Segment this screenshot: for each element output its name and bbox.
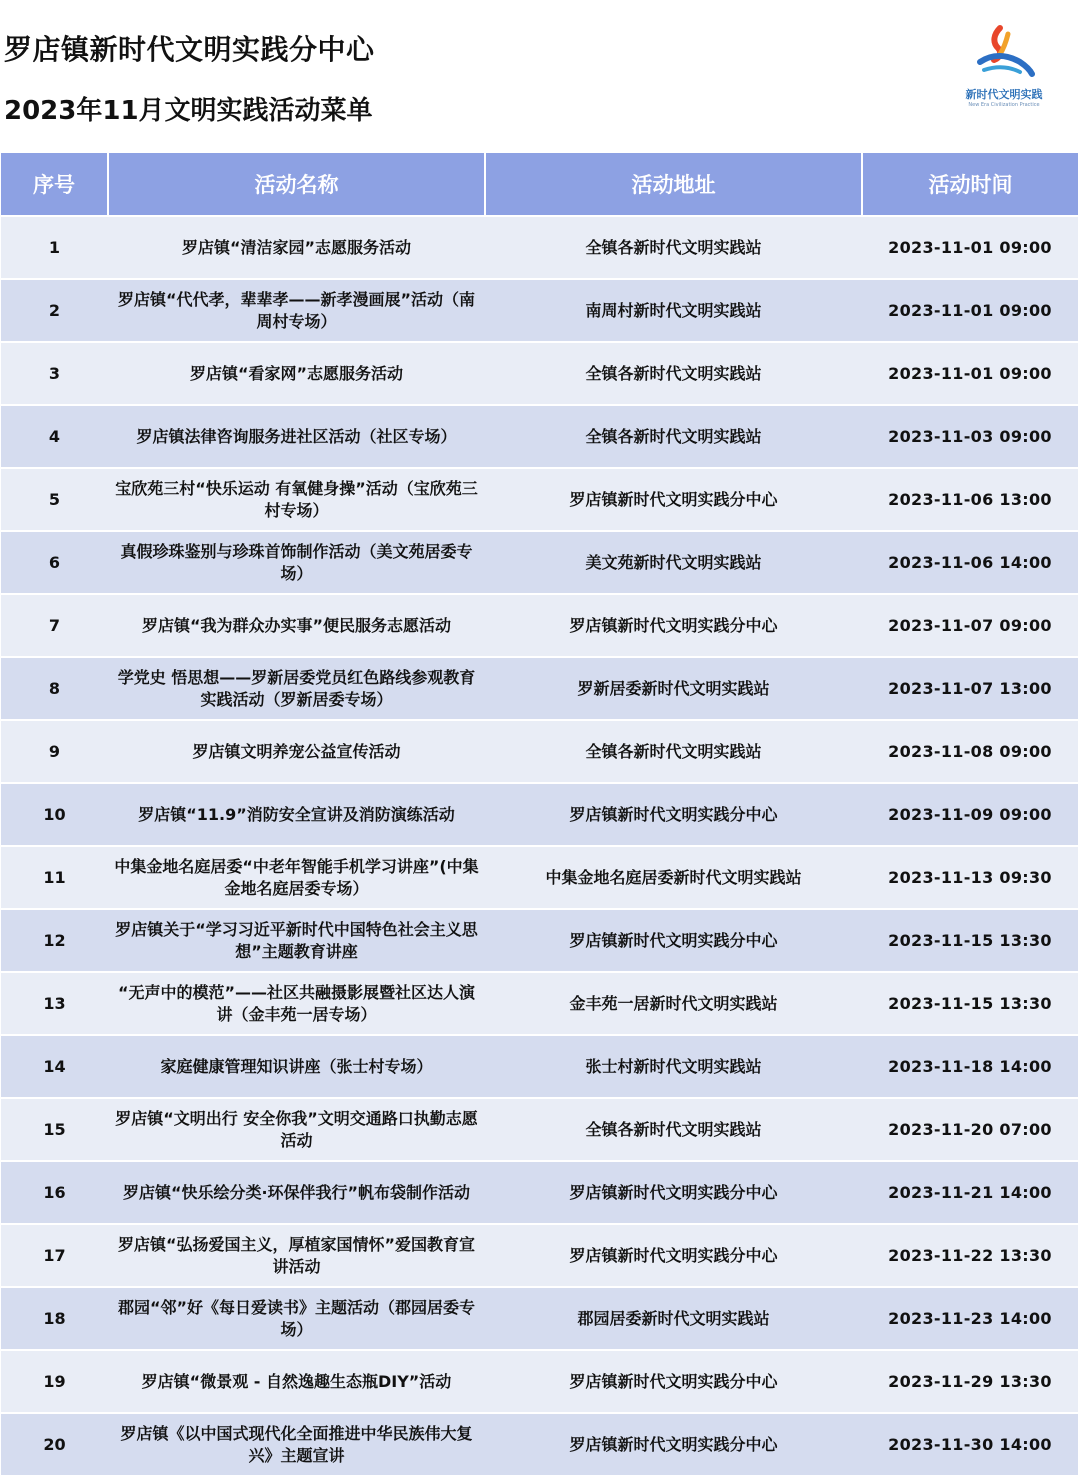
cell-activity-time: 2023-11-29 13:30 (862, 1350, 1078, 1413)
cell-activity-time: 2023-11-15 13:30 (862, 909, 1078, 972)
cell-activity-address: 罗店镇新时代文明实践分中心 (485, 1350, 862, 1413)
cell-activity-address: 罗店镇新时代文明实践分中心 (485, 1224, 862, 1287)
table-row (1, 405, 1078, 468)
cell-activity-address: 罗店镇新时代文明实践分中心 (485, 783, 862, 846)
cell-activity-name: 家庭健康管理知识讲座（张士村专场） (108, 1035, 485, 1098)
table-row (1, 1224, 1078, 1287)
cell-activity-time: 2023-11-22 13:30 (862, 1224, 1078, 1287)
cell-seq: 14 (1, 1035, 108, 1098)
cell-activity-address: 全镇各新时代文明实践站 (485, 342, 862, 405)
cell-activity-name: 罗店镇“微景观 - 自然逸趣生态瓶DIY”活动 (108, 1350, 485, 1413)
table-row (1, 531, 1078, 594)
cell-activity-time: 2023-11-07 09:00 (862, 594, 1078, 657)
cell-seq: 10 (1, 783, 108, 846)
cell-activity-name: 学党史 悟思想——罗新居委党员红色路线参观教育实践活动（罗新居委专场） (108, 657, 485, 720)
cell-activity-address: 郡园居委新时代文明实践站 (485, 1287, 862, 1350)
cell-activity-name: 罗店镇“代代孝，辈辈孝——新孝漫画展”活动（南周村专场） (108, 279, 485, 342)
cell-activity-name: 罗店镇关于“学习习近平新时代中国特色社会主义思想”主题教育讲座 (108, 909, 485, 972)
cell-seq: 5 (1, 468, 108, 531)
activity-table (1, 153, 1078, 1477)
civilization-practice-logo (952, 24, 1056, 120)
table-row (1, 342, 1078, 405)
cell-activity-time: 2023-11-21 14:00 (862, 1161, 1078, 1224)
cell-activity-time: 2023-11-09 09:00 (862, 783, 1078, 846)
cell-seq: 1 (1, 216, 108, 279)
cell-seq: 13 (1, 972, 108, 1035)
cell-activity-name: 罗店镇“清洁家园”志愿服务活动 (108, 216, 485, 279)
table-body (1, 216, 1078, 1476)
logo-emblem-icon (970, 24, 1038, 84)
table-row (1, 1350, 1078, 1413)
table-row (1, 783, 1078, 846)
cell-activity-address: 全镇各新时代文明实践站 (485, 1098, 862, 1161)
cell-activity-name: 罗店镇“我为群众办实事”便民服务志愿活动 (108, 594, 485, 657)
cell-seq: 3 (1, 342, 108, 405)
page-header (0, 0, 1080, 152)
cell-seq: 9 (1, 720, 108, 783)
cell-seq: 7 (1, 594, 108, 657)
table-row (1, 468, 1078, 531)
table-row (1, 846, 1078, 909)
cell-activity-name: 罗店镇“弘扬爱国主义，厚植家国情怀”爱国教育宣讲活动 (108, 1224, 485, 1287)
cell-activity-time: 2023-11-15 13:30 (862, 972, 1078, 1035)
table-row (1, 1098, 1078, 1161)
cell-activity-time: 2023-11-08 09:00 (862, 720, 1078, 783)
cell-activity-address: 南周村新时代文明实践站 (485, 279, 862, 342)
column-header-name: 活动名称 (108, 153, 485, 216)
cell-seq: 2 (1, 279, 108, 342)
table-header-row (1, 153, 1078, 216)
cell-activity-time: 2023-11-30 14:00 (862, 1413, 1078, 1476)
cell-activity-name: 罗店镇“看家网”志愿服务活动 (108, 342, 485, 405)
cell-seq: 19 (1, 1350, 108, 1413)
cell-activity-time: 2023-11-07 13:00 (862, 657, 1078, 720)
page-title: 罗店镇新时代文明实践分中心 (4, 33, 375, 66)
cell-activity-time: 2023-11-20 07:00 (862, 1098, 1078, 1161)
cell-activity-address: 罗新居委新时代文明实践站 (485, 657, 862, 720)
cell-seq: 4 (1, 405, 108, 468)
column-header-seq: 序号 (1, 153, 108, 216)
cell-activity-name: 真假珍珠鉴别与珍珠首饰制作活动（美文苑居委专场） (108, 531, 485, 594)
cell-activity-time: 2023-11-01 09:00 (862, 279, 1078, 342)
table-row (1, 1413, 1078, 1476)
cell-activity-name: 罗店镇“快乐绘分类·环保伴我行”帆布袋制作活动 (108, 1161, 485, 1224)
column-header-time: 活动时间 (862, 153, 1078, 216)
cell-seq: 8 (1, 657, 108, 720)
cell-activity-address: 罗店镇新时代文明实践分中心 (485, 1413, 862, 1476)
cell-seq: 12 (1, 909, 108, 972)
table-row (1, 909, 1078, 972)
cell-activity-time: 2023-11-13 09:30 (862, 846, 1078, 909)
table-row (1, 594, 1078, 657)
cell-activity-name: 中集金地名庭居委“中老年智能手机学习讲座”(中集金地名庭居委专场） (108, 846, 485, 909)
page-subtitle: 2023年11月文明实践活动菜单 (4, 96, 373, 126)
cell-activity-address: 全镇各新时代文明实践站 (485, 720, 862, 783)
cell-activity-name: 罗店镇文明养宠公益宣传活动 (108, 720, 485, 783)
cell-activity-address: 美文苑新时代文明实践站 (485, 531, 862, 594)
cell-activity-address: 罗店镇新时代文明实践分中心 (485, 468, 862, 531)
cell-activity-name: “无声中的模范”——社区共融摄影展暨社区达人演讲（金丰苑一居专场） (108, 972, 485, 1035)
table-row (1, 1035, 1078, 1098)
cell-activity-name: 罗店镇《以中国式现代化全面推进中华民族伟大复兴》主题宣讲 (108, 1413, 485, 1476)
cell-activity-name: 罗店镇“文明出行 安全你我”文明交通路口执勤志愿活动 (108, 1098, 485, 1161)
table-row (1, 972, 1078, 1035)
cell-activity-address: 中集金地名庭居委新时代文明实践站 (485, 846, 862, 909)
cell-seq: 18 (1, 1287, 108, 1350)
cell-activity-address: 全镇各新时代文明实践站 (485, 216, 862, 279)
logo-text: 新时代文明实践 (965, 88, 1043, 101)
cell-activity-time: 2023-11-06 13:00 (862, 468, 1078, 531)
table-row (1, 1287, 1078, 1350)
cell-activity-time: 2023-11-01 09:00 (862, 216, 1078, 279)
cell-activity-name: 罗店镇法律咨询服务进社区活动（社区专场） (108, 405, 485, 468)
table-row (1, 720, 1078, 783)
logo-subtext: New Era Civilization Practice (968, 102, 1040, 108)
cell-activity-time: 2023-11-06 14:00 (862, 531, 1078, 594)
cell-activity-name: 罗店镇“11.9”消防安全宣讲及消防演练活动 (108, 783, 485, 846)
cell-activity-time: 2023-11-23 14:00 (862, 1287, 1078, 1350)
cell-activity-name: 郡园“邻”好《每日爱读书》主题活动（郡园居委专场） (108, 1287, 485, 1350)
cell-seq: 17 (1, 1224, 108, 1287)
cell-seq: 6 (1, 531, 108, 594)
cell-activity-time: 2023-11-18 14:00 (862, 1035, 1078, 1098)
cell-seq: 11 (1, 846, 108, 909)
cell-seq: 20 (1, 1413, 108, 1476)
cell-activity-name: 宝欣苑三村“快乐运动 有氧健身操”活动（宝欣苑三村专场） (108, 468, 485, 531)
column-header-address: 活动地址 (485, 153, 862, 216)
cell-activity-address: 全镇各新时代文明实践站 (485, 405, 862, 468)
cell-activity-address: 罗店镇新时代文明实践分中心 (485, 594, 862, 657)
cell-activity-time: 2023-11-03 09:00 (862, 405, 1078, 468)
cell-activity-time: 2023-11-01 09:00 (862, 342, 1078, 405)
cell-activity-address: 罗店镇新时代文明实践分中心 (485, 909, 862, 972)
table-row (1, 279, 1078, 342)
cell-activity-address: 张士村新时代文明实践站 (485, 1035, 862, 1098)
cell-seq: 15 (1, 1098, 108, 1161)
table-row (1, 1161, 1078, 1224)
cell-seq: 16 (1, 1161, 108, 1224)
table-row (1, 216, 1078, 279)
cell-activity-address: 罗店镇新时代文明实践分中心 (485, 1161, 862, 1224)
table-row (1, 657, 1078, 720)
cell-activity-address: 金丰苑一居新时代文明实践站 (485, 972, 862, 1035)
